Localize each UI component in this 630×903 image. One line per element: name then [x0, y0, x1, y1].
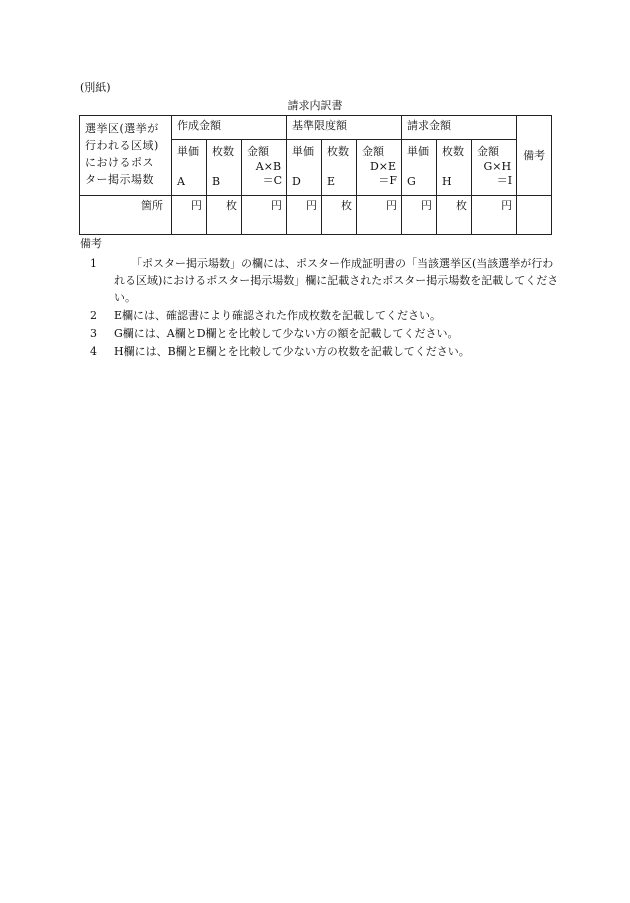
- notes-title: 備考: [80, 237, 102, 250]
- note-number: 1: [90, 257, 97, 270]
- production-amount-header: 作成金額: [172, 116, 287, 140]
- column-formula-result: ＝I: [496, 174, 513, 187]
- note-text: 「ポスター掲示場数」の欄には、ポスター作成証明書の「当該選挙区(当該選挙が行われる区域)におけるポスター掲示場数」欄に記載されたポスター掲示場数を記載してください。: [114, 257, 559, 304]
- note-text: E欄には、確認書により確認された作成枚数を記載してください。: [114, 309, 442, 322]
- note-item: [80, 325, 560, 342]
- amount-c-cell: 円: [242, 196, 287, 235]
- column-header-g: [402, 140, 437, 196]
- column-formula-result: ＝F: [378, 174, 398, 187]
- unit-price-d-cell: 円: [287, 196, 322, 235]
- column-code: H: [442, 175, 452, 188]
- note-item: [80, 343, 560, 360]
- notes-section: [80, 237, 560, 361]
- column-label: 金額: [477, 145, 500, 158]
- poster-sites-header-line: におけるポス: [85, 156, 154, 169]
- column-header-h: [437, 140, 472, 196]
- column-formula: D×E: [369, 160, 397, 173]
- poster-sites-header-line: 行われる区域): [85, 139, 159, 152]
- column-label: 枚数: [442, 145, 465, 158]
- entry-row: [80, 196, 552, 235]
- annex-label: (別紙): [80, 81, 111, 94]
- column-code: E: [327, 175, 336, 188]
- unit-price-a-cell: 円: [172, 196, 207, 235]
- column-header-f: [357, 140, 402, 196]
- column-code: A: [177, 175, 185, 188]
- document-title: 請求内訳書: [287, 99, 343, 112]
- column-label: 金額: [362, 145, 385, 158]
- note-number: 4: [90, 345, 97, 358]
- column-code: G: [407, 175, 416, 188]
- column-formula: A×B: [255, 160, 282, 173]
- column-formula-result: ＝C: [262, 174, 283, 187]
- quantity-b-cell: 枚: [207, 196, 242, 235]
- column-code: D: [292, 175, 301, 188]
- remarks-column-header: 備考: [517, 116, 552, 196]
- note-text: H欄には、B欄とE欄とを比較して少ない方の枚数を記載してください。: [114, 345, 470, 358]
- claim-breakdown-table: [79, 115, 552, 235]
- remarks-cell: [517, 196, 552, 235]
- column-code: B: [212, 175, 221, 188]
- column-label: 枚数: [212, 145, 234, 158]
- poster-sites-header: [80, 116, 172, 196]
- group-header-row: [80, 116, 552, 140]
- note-item: [80, 255, 560, 306]
- column-label: 枚数: [327, 145, 350, 158]
- quantity-e-cell: 枚: [322, 196, 357, 235]
- note-item: [80, 307, 560, 324]
- poster-sites-header-line: 選挙区(選挙が: [85, 122, 159, 135]
- column-label: 単価: [177, 145, 199, 158]
- column-label: 単価: [292, 145, 315, 158]
- column-header-a: [172, 140, 207, 196]
- note-number: 3: [90, 327, 97, 340]
- column-header-i: [472, 140, 517, 196]
- column-formula: G×H: [483, 160, 512, 173]
- unit-price-g-cell: 円: [402, 196, 437, 235]
- poster-sites-cell: 箇所: [80, 196, 172, 235]
- claim-amount-header: 請求金額: [402, 116, 517, 140]
- standard-limit-header: 基準限度額: [287, 116, 402, 140]
- column-header-e: [322, 140, 357, 196]
- column-header-b: [207, 140, 242, 196]
- column-header-c: [242, 140, 287, 196]
- column-label: 金額: [247, 145, 269, 158]
- column-header-d: [287, 140, 322, 196]
- amount-f-cell: 円: [357, 196, 402, 235]
- note-text: G欄には、A欄とD欄とを比較して少ない方の額を記載してください。: [114, 327, 459, 340]
- quantity-h-cell: 枚: [437, 196, 472, 235]
- poster-sites-header-line: ター掲示場数: [85, 173, 154, 186]
- note-number: 2: [90, 309, 97, 322]
- column-label: 単価: [407, 145, 430, 158]
- amount-i-cell: 円: [472, 196, 517, 235]
